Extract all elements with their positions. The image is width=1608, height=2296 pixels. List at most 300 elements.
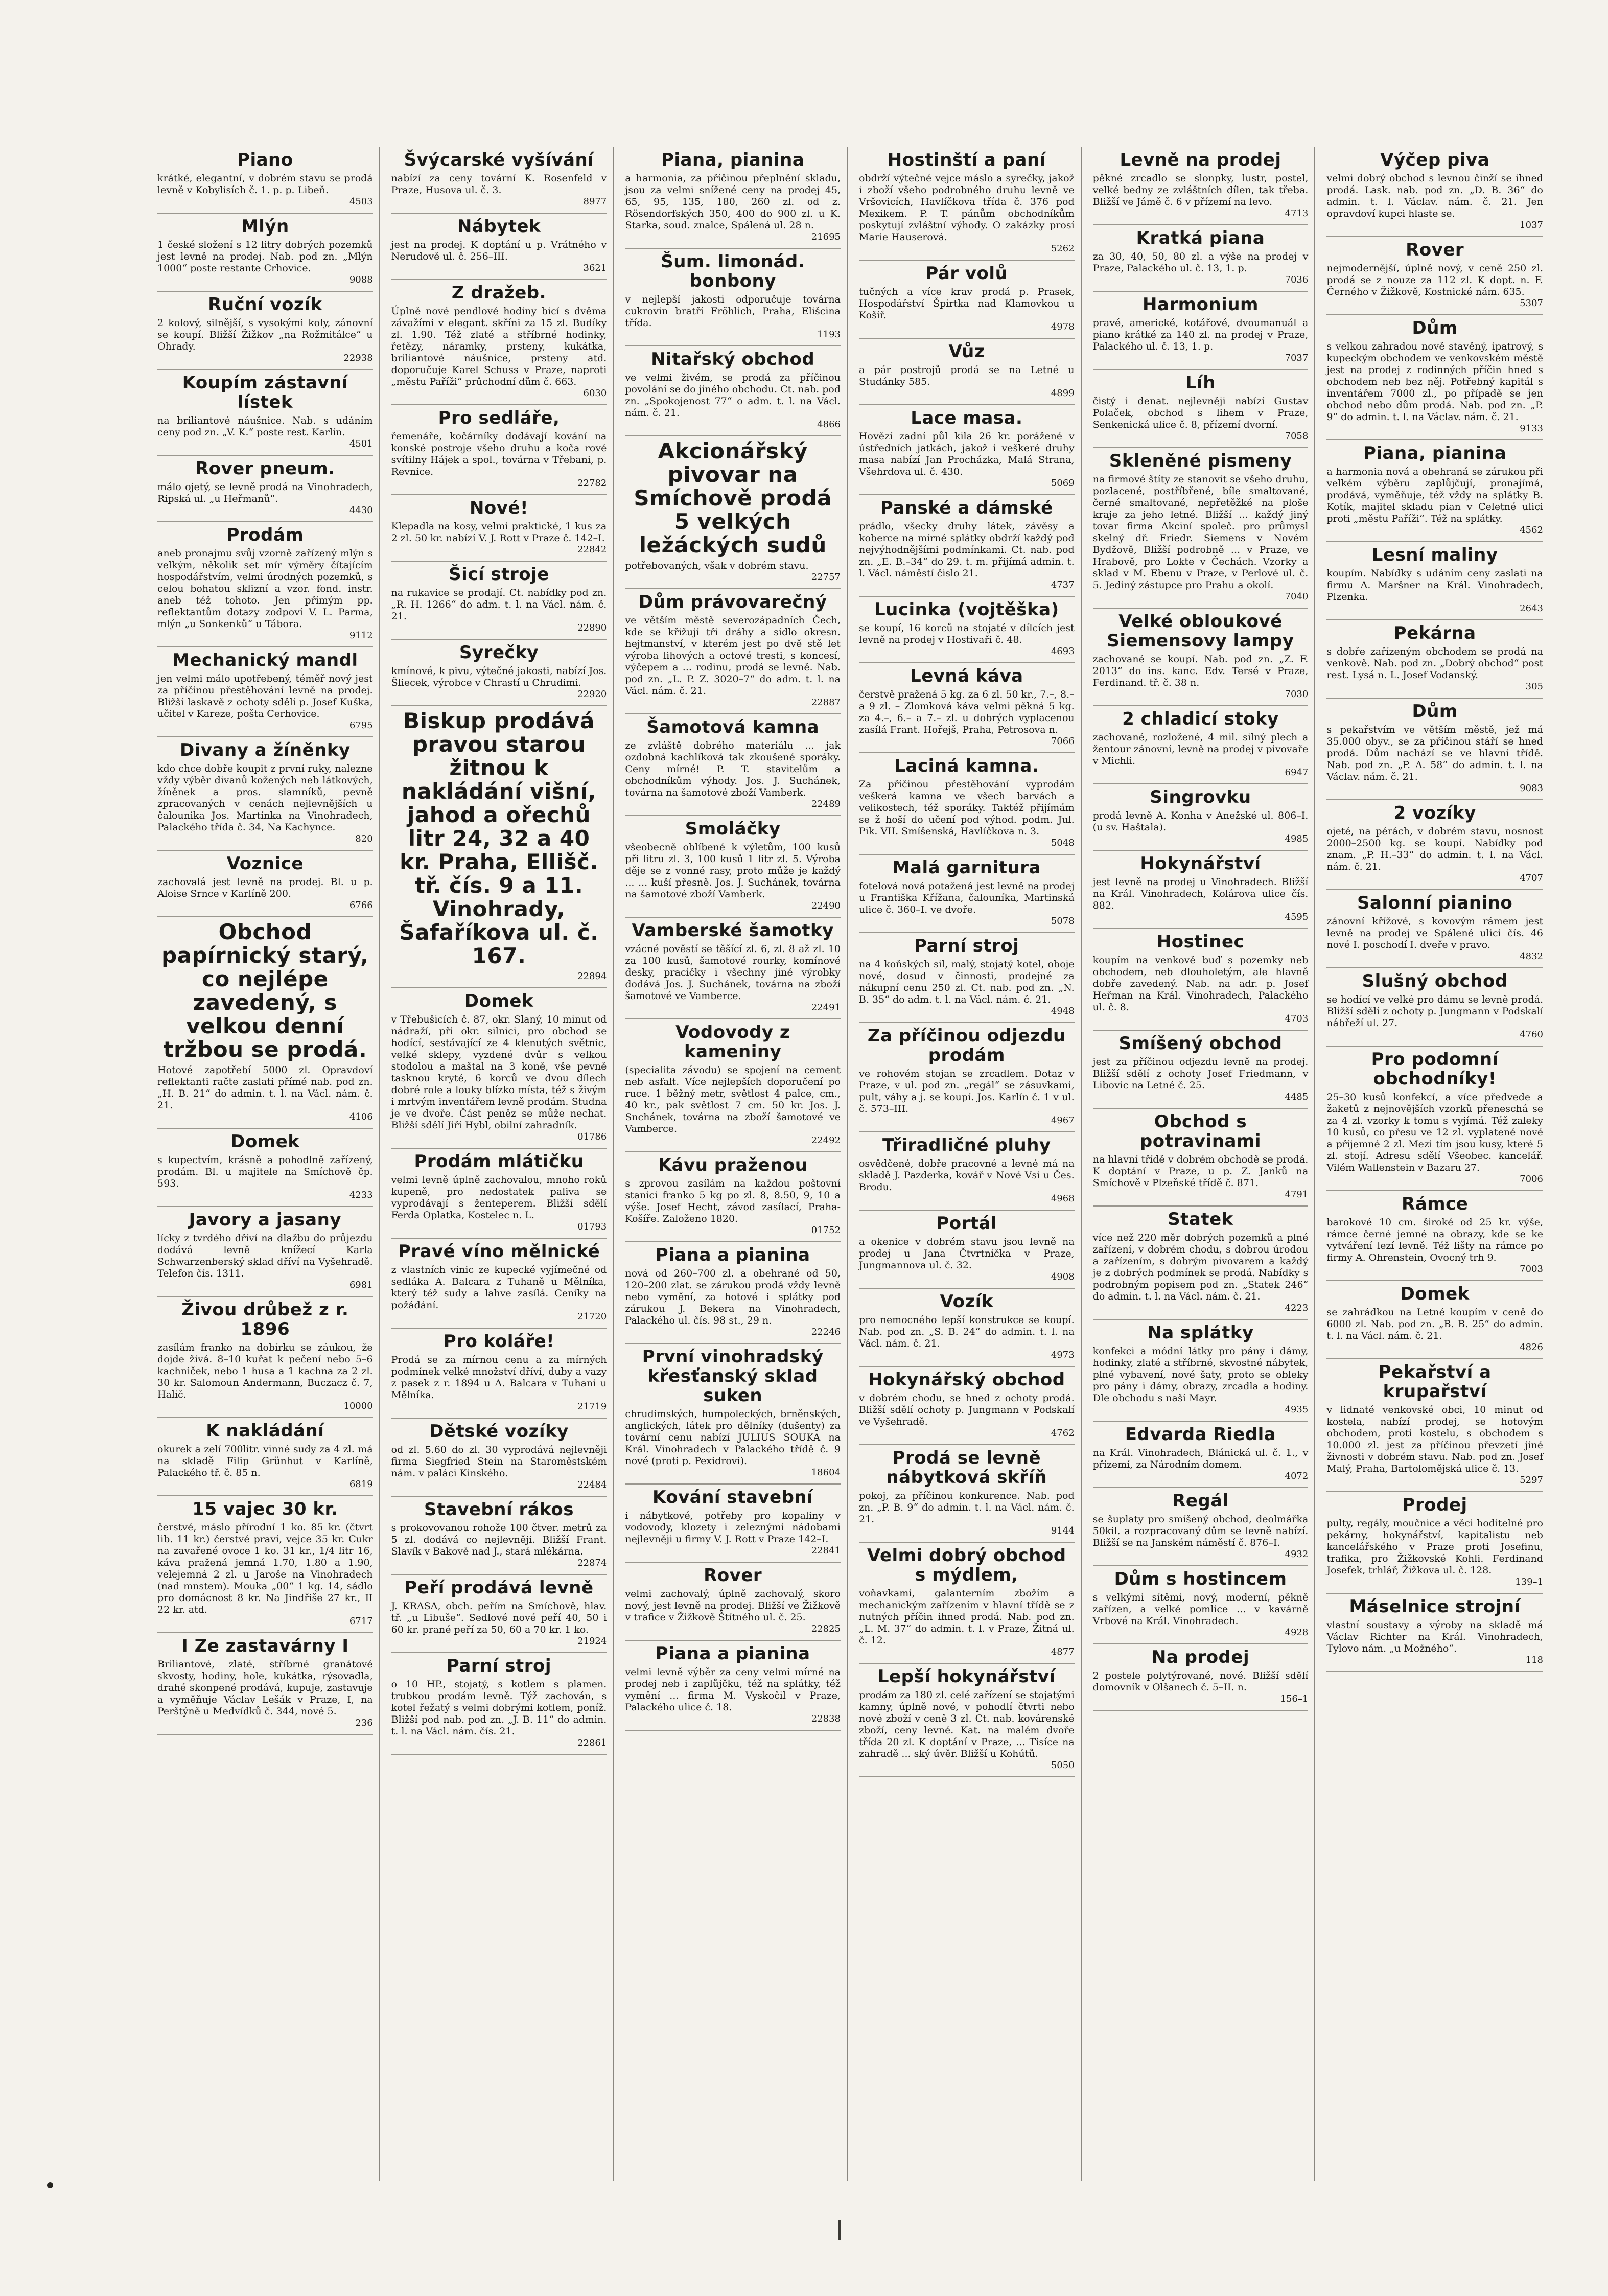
ad-heading: Na prodej — [1151, 1647, 1250, 1667]
classified-ad — [1326, 968, 1543, 1047]
ad-code: 22491 — [811, 1002, 841, 1013]
ad-heading: Voznice — [226, 853, 304, 874]
classified-ad — [157, 456, 373, 522]
ad-heading: Prodej — [1402, 1495, 1467, 1515]
ad-code: 9112 — [349, 630, 373, 641]
ad-heading: Šicí stroje — [449, 564, 549, 585]
ad-code: 4967 — [1051, 1115, 1075, 1126]
classified-ad — [625, 346, 841, 436]
classified-ad — [157, 370, 373, 456]
classified-ad — [1326, 1047, 1543, 1191]
ad-code: 6030 — [583, 388, 607, 399]
ad-body: v Třebušicích č. 87, okr. Slaný, 10 minut od nádraží, při okr. silnici, pro obchod se hodící, sestávající ze 4 klenutých světnic, velké sklepy, vyzdené dvůr s velkou stodolou a maštal na 3 koně, vše pevně tasknou kryté, 6 korců ve dvou dílech dobré role a louky blízko místa, též s živým i mrtvým inventářem levně prodám. Studna je ve dvoře. Část peněz se může nechat. Bližší sdělí Jiří Hybl, obilní zahradník. — [391, 1014, 607, 1131]
ad-code: 21719 — [577, 1401, 607, 1412]
ad-body: čerstvě pražená 5 kg. za 6 zl. 50 kr., 7.–, 8.– a 9 zl. – Zlomková káva velmi pěkná 5 kg. za 4.–, 6.– a 7.– zl. u dobrých vyplacenou zasílá Frant. Hořejš, Praha, Petrosova n. — [858, 689, 1075, 735]
ad-code: 3621 — [583, 263, 607, 273]
ad-code: 4233 — [349, 1190, 373, 1200]
classified-ad — [1093, 1644, 1309, 1711]
ad-heading: Dům — [1412, 318, 1458, 338]
ad-heading: Malá garnitura — [892, 857, 1041, 878]
classified-ad — [625, 1019, 841, 1152]
ad-body: více než 220 měr dobrých pozemků a plné zařízení, v dobrém chodu, s dobrou úrodou a zařízením, s dobrým pivovarem a každý je z dobrých podmínek se prodá. Nabídky s podrobným popisem pod zn. „Statek 246“ do admin. t. l. na Václ. nám. č. 21. — [1092, 1232, 1309, 1302]
classified-ad — [157, 737, 373, 851]
ad-code: 01752 — [811, 1225, 841, 1236]
classified-ad — [859, 1543, 1075, 1664]
ad-code: 22861 — [577, 1737, 607, 1748]
ad-body: 25–30 kusů konfekcí, a více předvede a žaketů z nejnovějších vzorků přeneschá se za 4 zl. vzorky k tomu s vyjímá. Též zaleky 10 kusů, co přesu ve 12 zl. vyplatené nové a příjemné 2 zl. Mezi tím jsou kusy, které 5 zl. stojí. Adresu sdělí Všeobec. kancelář. Vilém Wallenstein v Bazaru 27. — [1326, 1092, 1543, 1173]
classified-ad — [157, 917, 373, 1129]
classified-ad — [157, 292, 373, 370]
ad-code: 9133 — [1520, 423, 1543, 434]
ad-heading: Harmonium — [1143, 294, 1259, 315]
ad-code: 6717 — [349, 1616, 373, 1627]
ad-heading: Domek — [230, 1131, 300, 1152]
ad-code: 4908 — [1051, 1271, 1075, 1282]
ad-code: 22246 — [811, 1327, 841, 1337]
ad-heading: Domek — [464, 991, 534, 1011]
ad-body: se hodící ve velké pro dámu se levně prodá. Bližší sdělí z ochoty p. Jungmann v Podskalí nábřeží ul. 27. — [1326, 994, 1543, 1029]
ad-code: 4791 — [1285, 1189, 1309, 1200]
ad-code: 4223 — [1285, 1303, 1309, 1313]
ad-code: 4503 — [349, 196, 373, 207]
ad-body: vlastní soustavy a výroby na skladě má Václav Richter na Král. Vinohradech, Tylovo nám. „u Možného“. — [1326, 1619, 1543, 1654]
ad-heading: Hokynářský obchod — [868, 1370, 1065, 1390]
classified-ad — [1093, 609, 1309, 706]
classified-ad — [859, 405, 1075, 495]
ad-heading: Mlýn — [241, 216, 289, 237]
ad-code: 5050 — [1051, 1760, 1075, 1771]
ad-code: 4072 — [1285, 1471, 1309, 1481]
ad-code: 5048 — [1051, 838, 1075, 848]
classified-ad — [859, 1132, 1075, 1211]
classified-ad — [157, 1297, 373, 1418]
ad-heading: Pro koláře! — [443, 1331, 555, 1352]
ad-heading: Velké obloukové Siemensovy lampy — [1107, 611, 1294, 651]
ad-code: 6819 — [349, 1479, 373, 1490]
ad-heading: Salonní pianino — [1357, 893, 1513, 913]
ad-code: 22874 — [577, 1558, 607, 1568]
ad-body: (specialita závodu) se spojení na cement neb asfalt. Více nejlepších doporučení po ruce. 1 běžný metr, světlost 4 palce, cm., 40 kr., pak světlost 7 cm. 50 kr. Jos. J. Snchánek, továrna na zboží šamotové ve Vamberce. — [625, 1064, 841, 1134]
ad-code: 4707 — [1520, 873, 1543, 884]
ad-body: potřebovaných, však v dobrém stavu. — [625, 560, 809, 571]
ad-code: 22825 — [811, 1624, 841, 1634]
ad-body: pro nemocného lepší konstrukce se koupí. Nab. pod zn. „S. B. 24“ do admin. t. l. na Václ. nám. č. 21. — [858, 1314, 1075, 1349]
classified-ad — [1093, 851, 1309, 929]
ad-body: se koupí, 16 korců na stojaté v dílcích jest levně na prodej v Hostivaři č. 48. — [858, 622, 1075, 645]
ad-code: 01793 — [577, 1221, 607, 1232]
ad-body: v nejlepší jakosti odporučuje továrna cukrovin bratří Fröhlich, Praha, Elišcina třída. — [625, 294, 841, 329]
ad-heading: Rover — [1406, 240, 1464, 260]
ad-body: okurek a zelí 700litr. vinné sudy za 4 zl. má na skladě Filip Grünhut v Karlíně, Palackého tř. č. 85 n. — [157, 1444, 373, 1478]
ad-heading: Pro sedláře, — [438, 408, 560, 428]
ad-code: 1037 — [1520, 220, 1543, 230]
ad-body: pulty, regály, moučnice a věci hoditelné pro pekárny, hokynářství, kapitalistu neb kancelářského v Praze proti Josefinu, trafika, pro Žižkovské Kohli. Ferdinand Josefek, trhlář, Žižkova ul. č. 128. — [1326, 1518, 1543, 1576]
ad-heading: I Ze zastavárny I — [181, 1636, 349, 1656]
classified-ad — [157, 1418, 373, 1496]
ad-body: kmínové, k pivu, výtečné jakosti, nabízí Jos. Šliecek, výrobce v Chrastí u Chrudimi. — [391, 665, 607, 688]
ad-heading: Živou drůbež z r. 1896 — [181, 1300, 349, 1339]
ad-body: čistý i denat. nejlevněji nabízí Gustav Polaček, obchod s lihem v Praze, Senkenická ulice č. 8, přízemí dvorní. — [1092, 396, 1309, 430]
ad-body: z vlastních vinic ze kupecké vyjímečné od sedláka A. Balcara z Tuhaně u Mělníka, který též sudy a lahve zasílá. Ceníky na požádání. — [391, 1264, 607, 1311]
gutter-mark — [838, 2220, 841, 2240]
ad-code: 156–1 — [1280, 1694, 1309, 1704]
classified-ad — [391, 1419, 607, 1497]
ad-body: lícky z tvrdého dříví na dlažbu do průjezdu dodává levně knížecí Karla Schwarzenberský sklad dříví na Vyšehradě. Telefon čís. 1311. — [157, 1233, 373, 1279]
classified-ad — [625, 714, 841, 816]
ad-body: nejmodernější, úplně nový, v ceně 250 zl. prodá se z nouze za 112 zl. K dopt. n. F. Černého v Žižkově, Kostnické nám. 635. — [1326, 263, 1543, 297]
ad-code: 21695 — [811, 231, 841, 242]
classified-ad — [1326, 237, 1543, 315]
ad-heading: Singrovku — [1150, 787, 1251, 807]
ad-code: 21924 — [577, 1636, 607, 1646]
ad-heading: Piana, pianina — [661, 150, 805, 170]
classified-ad — [157, 1496, 373, 1633]
ad-body: pravé, americké, kotářové, dvoumanuál a piano krátké za 140 zl. na prodej v Praze, Palackého ul. č. 13, 1. p. — [1092, 317, 1309, 352]
ad-body: nová od 260–700 zl. a obehrané od 50, 120–200 zlat. se zárukou prodá vždy levně nebo vymění, za hotové i splátky pod zárukou J. Bekera na Vinohradech, Palackého ul. čís. 98 st., 29 n. — [625, 1268, 841, 1326]
classified-ad — [859, 1211, 1075, 1289]
ad-heading: Obchod s potravinami — [1139, 1111, 1262, 1151]
ad-body: aneb pronajmu svůj vzorně zařízený mlýn s velkým, několik set mír výměry čítajícím hospodářstvím, velmi úrodných pozemků, s celou bohatou sklizní a vzor. fond. instr. aneb též tohoto. Jen přímým pp. reflektantům dotazy zodpoví V. L. Parma, mlýn „u Sonkenků“ u Tábora. — [157, 548, 373, 630]
ad-body: na rukavice se prodají. Ct. nabídky pod zn. „R. H. 1266“ do adm. t. l. na Václ. nám. č. 21. — [391, 587, 607, 622]
ad-code: 22490 — [811, 900, 841, 911]
ad-body: ve větším městě severozápadních Čech, kde se křižují tři dráhy a sídlo okresn. hejtmanství, v kterém jest po dvě stě let výroba lihových a octové tresti, s koncesí, výčepem a ... rodinu, prodá se levně. Nab. pod zn. „L. P. Z. 3020–7“ do adm. t. l. na Václ. nám. č. 21. — [625, 615, 841, 697]
ad-code: 6981 — [349, 1280, 373, 1290]
ad-heading: Divany a žíněnky — [180, 740, 351, 760]
ad-heading: Hostinec — [1156, 932, 1245, 952]
ad-code: 4760 — [1520, 1029, 1543, 1040]
ad-code: 118 — [1525, 1655, 1543, 1665]
ad-body: ojeté, na pérách, v dobrém stavu, nosnost 2000–2500 kg. se koupí. Nabídky pod znam. „P. H.–33“ do admin. t. l. na Václ. nám. č. 21. — [1326, 826, 1543, 872]
ad-heading: Dětské vozíky — [429, 1421, 569, 1442]
ad-column-4 — [853, 147, 1082, 2181]
ad-heading: Pekařství a krupařství — [1378, 1362, 1492, 1402]
ad-body: řemenáře, kočárníky dodávají kování na konské postroje všeho druhu a koča rové svítilny Hájek a spol., továrna v Třebani, p. Revnice. — [391, 431, 607, 477]
ad-heading: Třiradličné pluhy — [882, 1135, 1051, 1155]
classified-ad — [859, 495, 1075, 597]
classified-ad — [391, 495, 607, 562]
classified-ad — [859, 933, 1075, 1023]
ad-code: 21720 — [577, 1311, 607, 1322]
ad-code: 2643 — [1520, 603, 1543, 614]
classified-ad — [859, 1367, 1075, 1445]
ad-code: 4430 — [349, 505, 373, 516]
ad-code: 4106 — [349, 1111, 373, 1122]
ad-heading: Prodá se levně nábytková skříň — [886, 1448, 1047, 1488]
classified-ad — [859, 1023, 1075, 1132]
ad-code: 5262 — [1051, 243, 1075, 254]
ad-heading: Rámce — [1402, 1194, 1469, 1214]
ad-body: Úplně nové pendlové hodiny bicí s dvěma závažími v elegant. skříni za 15 zl. Budíky zl. 1.90. Též zlaté a stříbrné hodinky, řetězy, náramky, prsteny, kukátka, briliantové náušnice, prsteny atd. doporučuje Karel Schuss v Praze, naproti „městu Paříži“ průchodní dům č. 663. — [391, 306, 607, 387]
ad-body: s zprovou zasílám na každou poštovní stanici franko 5 kg po zl. 8, 8.50, 9, 10 a výše. Josef Hecht, závod zasílací, Praha-Košíře. Založeno 1820. — [625, 1178, 841, 1224]
ad-heading: Javory a jasany — [189, 1210, 341, 1230]
classified-ad — [157, 522, 373, 647]
ad-body: Hovězí zadní půl kila 26 kr. porážené v ústředních jatkách, jakož i veškeré druhy masa nabízí Jan Procházka, Malá Strana, Všehrdova ul. č. 430. — [858, 431, 1075, 477]
ad-heading: Koupím zástavní lístek — [182, 373, 348, 412]
ad-code: 5297 — [1520, 1475, 1543, 1486]
ad-body: jen velmi málo upotřebený, téměř nový jest za příčinou přestěhování levně na prodej. Bližší laskavě z ochoty sdělí p. Josef Kuška, učitel v Kareze, pošta Cerhovice. — [157, 673, 373, 720]
classified-ad — [1093, 1488, 1309, 1566]
ad-code: 18604 — [811, 1467, 841, 1478]
ad-body: jest na prodej. K doptání u p. Vrátného v Nerudově ul. č. 256–III. — [391, 239, 607, 262]
ad-heading: Lace masa. — [911, 408, 1023, 428]
ad-code: 22489 — [811, 799, 841, 809]
ad-heading: Parní stroj — [914, 936, 1019, 956]
ad-heading: Laciná kamna. — [894, 756, 1039, 776]
ad-body: s velkou zahradou nově stavěný, ipatrový, s kupeckým obchodem ve venkovském městě jest na prodej z rodinných příčin hned s obchodem neb bez něj. Potřebný kapitál s inventářem 7000 zl., po případě se jen obchod nebo dům prodá. Nab. pod zn. „P. 9“ do admin. t. l. na Václav. nám. č. 21. — [1326, 341, 1543, 423]
ad-code: 4485 — [1285, 1092, 1309, 1102]
classified-ad — [1326, 699, 1543, 800]
classified-ad — [625, 1152, 841, 1242]
ad-body: a harmonia nová a obehraná se zárukou při velkém výběru zaplůjčují, pronajímá, prodává, vyměňuje, též vždy na splátky B. Kotík, majitel skladu pian v Celetné ulici proti „městu Paříži“. Též na splátky. — [1326, 466, 1543, 524]
ad-heading: K nakládání — [206, 1421, 324, 1441]
ad-code: 4968 — [1051, 1193, 1075, 1204]
ad-code: 22890 — [577, 622, 607, 633]
ad-body: a pár postrojů prodá se na Letné u Studánky 585. — [858, 364, 1075, 387]
advertisement-page — [151, 147, 1549, 2181]
ad-body: v dobrém chodu, se hned z ochoty prodá. Bližší sdělí ochoty p. Jungmann v Podskalí ve Vyšehradě. — [858, 1393, 1075, 1427]
classified-ad — [157, 1633, 373, 1735]
ad-heading: 2 vozíky — [1393, 803, 1476, 823]
ad-body: konfekci a módní látky pro pány i dámy, hodinky, zlaté a stříbrné, skvostné nábytek, plné vybavení, nové šaty, proto se obleky pro pány i dámy, obrazy, zrcadla a hodiny. Dle obchodu s naší Mayr. — [1092, 1346, 1309, 1404]
ad-body: velmi levně výběr za ceny velmi mírné na prodej neb i zaplůjčku, též na splátky, též vymění ... firma M. Vyskočil v Praze, Palackého ulice č. 18. — [625, 1666, 841, 1713]
ad-heading: Portál — [936, 1213, 997, 1234]
classified-ad — [1093, 225, 1309, 292]
ad-code: 22887 — [811, 697, 841, 708]
ad-body: se zahrádkou na Letné koupím v ceně do 6000 zl. Nab. pod zn. „B. B. 25“ do admin. t. l. na Václ. nám. č. 21. — [1326, 1307, 1543, 1341]
ad-body: 1 české složení s 12 litry dobrých pozemků jest levně na prodej. Nab. pod zn. „Mlýn 1000“ poste restante Crhovice. — [157, 239, 373, 274]
ad-code: 22757 — [811, 572, 841, 583]
ad-heading: Syrečky — [459, 642, 539, 663]
ad-heading: Pravé víno mělnické — [398, 1241, 600, 1262]
ad-code: 4928 — [1285, 1627, 1309, 1638]
ad-heading: Levná káva — [910, 666, 1023, 686]
ad-body: vzácné pověstí se těšící zl. 6, zl. 8 až zl. 10 za 100 kusů, šamotové rourky, komínové desky, pracičky i všechny jiné výrobky dodává Jos. J. Suchánek, továrna na zboží šamotové ve Vamberce. — [625, 943, 841, 1002]
ad-body: ze zvláště dobrého materiálu ... jak ozdobná kachlíková tak zkoušené sporáky. Ceny mírné! P. T. stavitelům a obchodníkům výhody. Jos. J. Suchánek, továrna na šamotové zboží Vamberk. — [625, 740, 841, 798]
classified-ad — [859, 1289, 1075, 1367]
classified-ad — [391, 405, 607, 495]
ad-body: s pekařstvím ve větším městě, jež má 35.000 obyv., se za příčinou stáří se hned prodá. Dům nachází se ve hlavní třídě. Nab. pod zn. „P. A. 58“ do admin. t. l. na Václav. nám. č. 21. — [1326, 724, 1543, 782]
classified-ad — [157, 147, 373, 214]
ad-heading: Stavební rákos — [424, 1499, 574, 1520]
ad-body: na 4 koňských sil, malý, stojatý kotel, oboje nové, dosud v činnosti, prodejné za nákupní cenu 250 zl. Ct. nab. pod zn. „N. B. 35“ do adm. t. l. na Václ. nám. č. 21. — [858, 959, 1075, 1005]
ad-body: s kupectvím, krásně a pohodlně zařízený, prodám. Bl. u majitele na Smíchově čp. 593. — [157, 1154, 373, 1189]
ad-heading: Piana, pianina — [1363, 443, 1507, 463]
ad-body: na firmové štíty ze stanovit se všeho druhu, pozlacené, postříbřené, bíle smaltované, černé smaltované, nepřetěžké na ploše kraje za jeho letné. Bližší ... každý jiný tovar firma Akciní společ. pro průmysl skelný dř. Friedr. Siemens v Novém Bydžově, Bližší podrobně ... v Praze, ve Hrabově, pro Lokte v Čechách. Vzorky a sklad v M. Ebenu v Praze, v Perlové ul. č. 5. Jediný zástupce pro Prahu a okolí. — [1092, 474, 1309, 591]
ad-heading: Na splátky — [1147, 1323, 1254, 1343]
ad-heading: Lucinka (vojtěška) — [874, 599, 1059, 620]
ad-code: 4973 — [1051, 1350, 1075, 1360]
ad-heading: Hokynářství — [1140, 853, 1261, 874]
ad-body: ve rohovém stojan se zrcadlem. Dotaz v Praze, v ul. pod zn. „regál“ se zásuvkami, pult, váhy a j. se koupí. Jos. Karlín č. 1 v ul. č. 573–III. — [858, 1068, 1075, 1115]
classified-ad — [625, 1563, 841, 1641]
ad-heading: Máselnice strojní — [1349, 1596, 1521, 1617]
classified-ad — [625, 816, 841, 918]
ad-code: 139–1 — [1515, 1576, 1543, 1587]
ad-code: 8977 — [583, 196, 607, 207]
ad-heading: Prodám mlátičku — [414, 1151, 584, 1172]
ad-body: zachované, rozložené, 4 mil. silný plech a žentour zánovní, levně na prodej v pivovaře v Michli. — [1092, 732, 1309, 767]
classified-ad — [391, 640, 607, 706]
classified-ad — [1326, 1594, 1543, 1672]
ad-body: barokové 10 cm. široké od 25 kr. výše, rámce černé jemné na obrazy, kde se ke vytváření lezí levně. Též lišty na rámce po firmy A. Ohrenstein, Ovocný trh 9. — [1326, 1217, 1543, 1263]
ad-column-1 — [151, 147, 380, 2181]
ad-code: 22838 — [811, 1713, 841, 1724]
ad-body: Briliantové, zlaté, stříbrné granátové skvosty, hodiny, hole, kukátka, rýsovadla, drahé skonpené prodává, kupuje, zastavuje a vyměňuje Václav Lešák v Praze, I, na Perštýně u Medvídků č. 344, nové 5. — [157, 1659, 373, 1717]
ad-code: 7036 — [1285, 274, 1309, 285]
classified-ad — [1326, 440, 1543, 542]
ad-code: 4832 — [1520, 951, 1543, 962]
ad-heading: Lesní maliny — [1371, 545, 1498, 565]
ad-body: 2 kolový, silnější, s vysokými koly, zánovní se koupí. Bližší Žižkov „na Rožmitálce“ u Ohrady. — [157, 317, 373, 352]
ad-body: jest za příčinou odjezdu levně na prodej. Bližší sdělí z ochoty Josef Friedmann, v Libovic na Letné č. 25. — [1092, 1056, 1309, 1091]
classified-ad — [1093, 706, 1309, 784]
ad-body: zánovní křížové, s kovovým rámem jest levně na prodej ve Spálené ulici čís. 46 nové I. poschodí I. dveře v pravo. — [1326, 916, 1543, 950]
ad-body: a harmonia, za příčinou přeplnění skladu, jsou za velmi snížené ceny na prodej 45, 65, 95, 135, 180, 260 zl. od z. Rösendorfských 350, 400 do 900 zl. u K. Starka, soud. znalce, Spálená ul. 28 n. — [625, 173, 841, 231]
classified-ad — [625, 589, 841, 714]
classified-ad — [1093, 448, 1309, 609]
ad-heading: Rover pneum. — [195, 458, 335, 479]
ad-body: velmi zachovalý, úplně zachovalý, skoro nový, jest levně na prodej. Bližší ve Žižkově v trafice v Žižkově Štítného ul. č. 25. — [625, 1588, 841, 1623]
classified-ad — [859, 663, 1075, 753]
ad-code: 4693 — [1051, 646, 1075, 657]
classified-ad — [391, 562, 607, 640]
ad-body: osvědčené, dobře pracovné a levné má na skladě J. Pazderka, kovář v Nové Vsi u Čes. Brodu. — [858, 1158, 1075, 1193]
ad-heading: Vodovody z kameniny — [675, 1022, 790, 1062]
classified-ad — [1093, 292, 1309, 370]
ad-code: 7037 — [1285, 353, 1309, 363]
ad-heading: Pekárna — [1393, 623, 1476, 643]
ad-body: koupím. Nabídky s udáním ceny zaslati na firmu A. Maršner na Král. Vinohradech, Plzenka. — [1326, 568, 1543, 602]
ad-column-6 — [1320, 147, 1549, 2181]
ad-body: Prodá se za mírnou cenu a za mírných podmínek velké množství dříví, duby a vazy z pasek z r. 1894 u A. Balcara v Tuhani u Mělníka. — [391, 1354, 607, 1401]
ad-body: chrudimských, humpoleckých, brněnských, anglických, látek pro dělníky (dušenty) za tovární cenu nabízí JULIUS SOUKA na Král. Vinohradech v Palackého třídě č. 9 nové (proti p. Pexidrovi). — [625, 1408, 841, 1467]
ad-body: Za příčinou přestěhování vyprodám veškerá kamna ve všech barvách a velikostech, též sporáky. Taktéž přijímám se ž hoší do učení pod výhod. podm. Jul. Pik. VII. Smíšenská, Havlíčkova n. 3. — [858, 779, 1075, 837]
ad-body: voňavkami, galanterním zbožím a mechanickým zařízením v hlavní třídě se z nutných příčin ihned prodá. Nab. pod zn. „L. M. 37“ do admin. t. l. v Praze, Žitná ul. č. 12. — [858, 1588, 1075, 1646]
ad-code: 22484 — [577, 1479, 607, 1490]
ad-code: 7030 — [1285, 689, 1309, 700]
classified-ad — [859, 597, 1075, 663]
classified-ad — [1326, 1359, 1543, 1492]
ad-code: 4713 — [1285, 208, 1309, 219]
ad-heading: Lepší hokynářství — [877, 1666, 1056, 1687]
ad-heading: Edvarda Riedla — [1125, 1424, 1276, 1445]
ad-body: koupím na venkově buď s pozemky neb obchodem, neb dlouholetým, ale hlavně dobře zavedený. Nab. na adr. p. Josef Heřman na Král. Vinohradech, Palackého ul. č. 8. — [1092, 955, 1309, 1013]
ad-heading: Peří prodává levně — [404, 1578, 594, 1598]
ad-heading: Velmi dobrý obchod s mýdlem, — [867, 1545, 1066, 1585]
ad-body: málo ojetý, se levně prodá na Vinohradech, Ripská ul. „u Heřmanů“. — [157, 481, 373, 504]
ad-heading: Švýcarské vyšívání — [404, 150, 594, 170]
classified-ad — [625, 1242, 841, 1344]
classified-ad — [1326, 542, 1543, 620]
ad-column-3 — [619, 147, 848, 2181]
classified-ad — [1093, 1422, 1309, 1488]
ad-code: 4562 — [1520, 525, 1543, 536]
ad-heading: První vinohradský křesťanský sklad suken — [642, 1347, 824, 1406]
ad-body: v lidnaté venkovské obci, 10 minut od kostela, nabízí prodej, se hotovým obchodem, proti kostelu, s obchodem s 10.000 zl. jest za příčinou převzetí jiné živnosti v dobrém stavu. Nab. pod zn. Josef Malý, Praha, Bartolomějská ulice č. 13. — [1326, 1404, 1543, 1474]
ad-code: 7040 — [1285, 591, 1309, 602]
ad-code: 22894 — [577, 971, 607, 982]
ad-heading: Domek — [1400, 1284, 1470, 1304]
ad-body: prádlo, všecky druhy látek, závěsy a koberce na mírné splátky obdrží každý pod nejvýhodnějšími podmínkami. Ct. nab. pod zn. „E. B.–34“ do 29. t. m. přijímá admin. t. l. Václ. náměstí čislo 21. — [858, 521, 1075, 579]
ad-heading: Smoláčky — [685, 819, 781, 839]
ad-code: 4935 — [1285, 1404, 1309, 1415]
ad-code: 236 — [355, 1718, 373, 1728]
ad-body: tučných a více krav prodá p. Prasek, Hospodářství Špirtka nad Klamovkou u Košíř. — [858, 286, 1075, 321]
classified-ad — [1326, 890, 1543, 968]
ad-heading: Mechanický mandl — [172, 650, 358, 670]
ad-heading: Pár volů — [925, 263, 1008, 284]
ad-code: 5307 — [1520, 298, 1543, 309]
ad-body: za 30, 40, 50, 80 zl. a výše na prodej v Praze, Palackého ul. č. 13, 1. p. — [1092, 251, 1309, 274]
classified-ad — [157, 851, 373, 917]
ad-heading: Nábytek — [457, 216, 541, 237]
ad-heading: Statek — [1168, 1209, 1233, 1230]
ad-heading: Vůz — [948, 341, 985, 362]
classified-ad — [1326, 800, 1543, 890]
ad-body: prodá levně A. Konha v Anežské ul. 806–I. (u sv. Haštala). — [1092, 810, 1309, 833]
ad-code: 6766 — [349, 900, 373, 911]
ad-heading: Kávu praženou — [658, 1155, 808, 1175]
ad-body: 2 postele polytýrované, nové. Bližší sdělí domovník v Olšanech č. 5–II. n. — [1092, 1670, 1309, 1693]
ad-heading: Parní stroj — [446, 1656, 552, 1676]
classified-ad — [391, 706, 607, 988]
classified-ad — [391, 214, 607, 280]
ad-heading: Regál — [1172, 1491, 1229, 1511]
ad-body: zasílám franko na dobírku se záukou, že dojde živá. 8–10 kuřat k pečení nebo 5–6 kachniček, nebo 1 husa a 1 kachna za 2 zl. 30 kr. Salomoun Andermann, Buczacz č. 7, Halič. — [157, 1342, 373, 1400]
ad-heading: Dům — [1412, 701, 1458, 722]
classified-ad — [625, 147, 841, 249]
ad-heading: Rover — [704, 1565, 762, 1586]
ad-code: 1193 — [817, 329, 841, 340]
ad-body: ve velmi živém, se prodá za příčinou povolání se do jiného obchodu. Ct. nab. pod zn. „Spokojenost 77“ o adm. t. l. na Václ. nám. č. 21. — [625, 372, 841, 419]
ad-body: prodám za 180 zl. celé zařízení se stojatými kamny, úplně nové, v pohodlí čtvrti nebo nové zboží v ceně 3 zl. Ct. nab. kovárenské zboží, ceny levné. Kat. na malém dvoře třída 20 zl. K doptání v Praze, ... Tisíce na zahradě ... ský úvěr. Bližší u Kohútů. — [858, 1689, 1075, 1759]
classified-ad — [625, 1344, 841, 1485]
ad-heading: Nové! — [469, 498, 529, 518]
ad-heading: 2 chladicí stoky — [1122, 709, 1279, 729]
ad-heading: Piana a pianina — [655, 1643, 810, 1664]
classified-ad — [1326, 147, 1543, 237]
ad-body: Klepadla na kosy, velmi praktické, 1 kus za 2 zl. 50 kr. nabízí V. J. Rott v Praze č. 142–I. — [391, 521, 607, 544]
ad-heading: Prodám — [226, 525, 304, 545]
ad-body: zachované se koupí. Nab. pod zn. „Z. F. 2013“ do ins. kanc. Edv. Tersé v Praze, Ferdinand. tř. č. 38 n. — [1092, 654, 1309, 688]
ad-body: na hlavní třídě v dobrém obchodě se prodá. K doptání v Praze, u p. Z. Janků na Smíchově v Plzeňské třídě č. 871. — [1092, 1154, 1309, 1189]
classified-ad — [1093, 929, 1309, 1031]
classified-ad — [859, 1664, 1075, 1777]
classified-ad — [1093, 370, 1309, 448]
ad-heading: Smíšený obchod — [1118, 1033, 1283, 1054]
ad-code: 4762 — [1051, 1428, 1075, 1439]
classified-ad — [391, 1497, 607, 1575]
ad-body: pokoj, za příčinou konkurence. Nab. pod zn. „P. B. 9“ do admin. t. l. na Václ. nám. č. 21. — [858, 1490, 1075, 1525]
ad-body: nabízí za ceny tovární K. Rosenfeld v Praze, Husova ul. č. 3. — [391, 173, 607, 196]
ad-heading: Piana a pianina — [655, 1245, 810, 1265]
ad-code: 6947 — [1285, 767, 1309, 778]
ad-code: 01786 — [577, 1131, 607, 1142]
classified-ad — [859, 855, 1075, 933]
ad-heading: Nitařský obchod — [651, 349, 815, 369]
ad-body: od zl. 5.60 do zl. 30 vyprodává nejlevněji firma Siegfried Stein na Staroměstském nám. v paláci Kinského. — [391, 1444, 607, 1479]
ad-code: 7066 — [1051, 736, 1075, 747]
ad-code: 5069 — [1051, 478, 1075, 489]
classified-ad — [1093, 147, 1309, 225]
ad-body: na briliantové náušnice. Nab. s udáním ceny pod zn. „V. K.“ poste rest. Karlín. — [157, 415, 373, 438]
ad-body: o 10 HP., stojatý, s kotlem s plamen. trubkou prodám levně. Týž zachován, s kotel řežatý s velmi dobrými kotlem, poníž. Bližší pod nab. pod zn. „J. B. 11“ do admin. t. l. na Václ. nám. čís. 21. — [391, 1679, 607, 1737]
ad-code: 5078 — [1051, 916, 1075, 926]
ad-code: 4899 — [1051, 388, 1075, 399]
ad-code: 4866 — [817, 419, 841, 430]
classified-ad — [1093, 1031, 1309, 1109]
ad-heading: Slušný obchod — [1362, 971, 1508, 991]
